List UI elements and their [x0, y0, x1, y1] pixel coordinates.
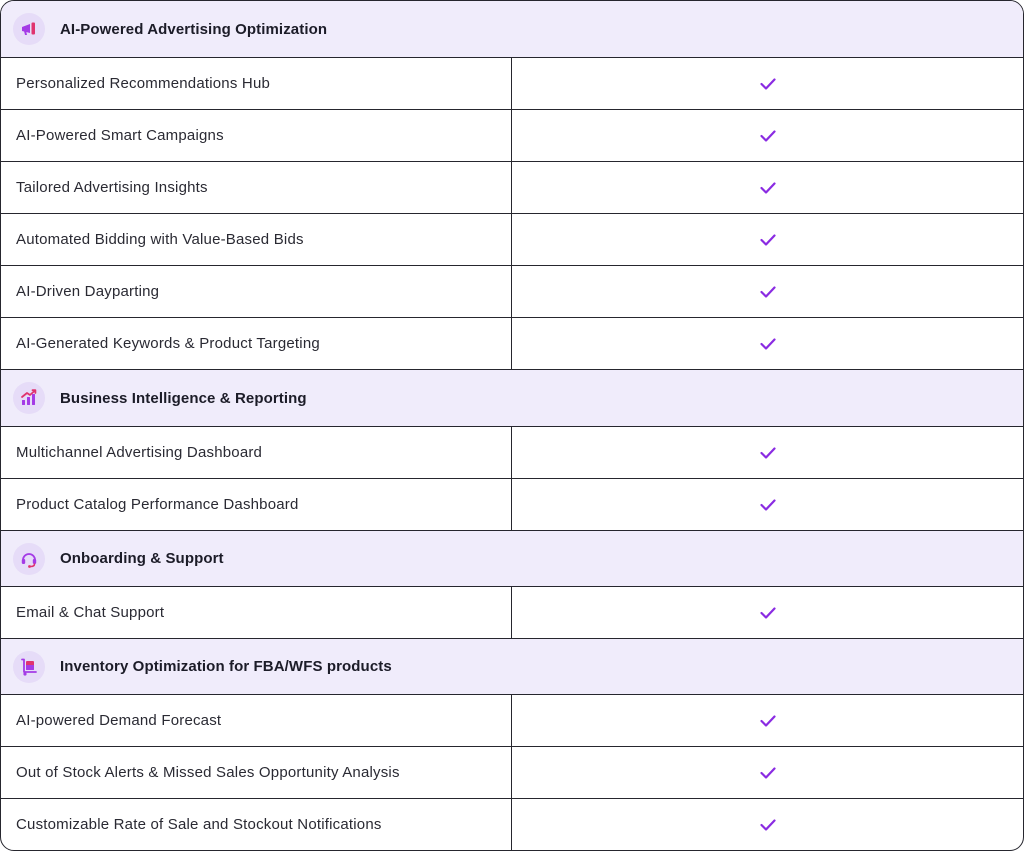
bar-chart-trend-icon [13, 382, 45, 414]
section-header [1, 531, 1023, 587]
feature-status-cell [512, 479, 1023, 530]
check-icon [760, 130, 776, 142]
check-icon [760, 338, 776, 350]
feature-label: AI-Powered Smart Campaigns [1, 110, 512, 161]
section-title: Onboarding & Support [60, 550, 224, 567]
table-row [1, 214, 1023, 266]
check-icon [760, 767, 776, 779]
feature-label: AI-powered Demand Forecast [1, 695, 512, 746]
feature-label: Tailored Advertising Insights [1, 162, 512, 213]
feature-label: Multichannel Advertising Dashboard [1, 427, 512, 478]
check-icon [760, 607, 776, 619]
feature-status-cell [512, 110, 1023, 161]
check-icon [760, 819, 776, 831]
hand-truck-icon [13, 651, 45, 683]
table-row [1, 162, 1023, 214]
feature-label: Automated Bidding with Value-Based Bids [1, 214, 512, 265]
table-row [1, 587, 1023, 639]
feature-label: AI-Driven Dayparting [1, 266, 512, 317]
megaphone-icon [13, 13, 45, 45]
table-row [1, 427, 1023, 479]
section-title: AI-Powered Advertising Optimization [60, 20, 328, 38]
check-icon [760, 499, 776, 511]
feature-label: Email & Chat Support [1, 587, 512, 638]
feature-status-cell [512, 747, 1023, 798]
feature-status-cell [512, 318, 1023, 369]
feature-label: Personalized Recommendations Hub [1, 58, 512, 109]
section-header [1, 370, 1023, 427]
section-header [1, 639, 1023, 695]
feature-status-cell [512, 214, 1023, 265]
section-title: Business Intelligence & Reporting [60, 389, 307, 407]
feature-status-cell [512, 427, 1023, 478]
feature-label: Customizable Rate of Sale and Stockout Notifications [1, 799, 512, 850]
table-row [1, 58, 1023, 110]
check-icon [760, 715, 776, 727]
section-header [1, 1, 1023, 58]
feature-status-cell [512, 58, 1023, 109]
feature-status-cell [512, 587, 1023, 638]
table-row [1, 318, 1023, 370]
headset-icon [13, 543, 45, 575]
table-row [1, 695, 1023, 747]
table-row [1, 110, 1023, 162]
feature-status-cell [512, 695, 1023, 746]
feature-label: AI-Generated Keywords & Product Targeting [1, 318, 512, 369]
feature-status-cell [512, 266, 1023, 317]
table-row [1, 747, 1023, 799]
feature-label: Out of Stock Alerts & Missed Sales Opportunity Analysis [1, 747, 512, 798]
check-icon [760, 182, 776, 194]
check-icon [760, 234, 776, 246]
check-icon [760, 286, 776, 298]
check-icon [760, 447, 776, 459]
table-row [1, 266, 1023, 318]
table-row [1, 799, 1023, 850]
check-icon [760, 78, 776, 90]
feature-status-cell [512, 162, 1023, 213]
table-row [1, 479, 1023, 531]
feature-label: Product Catalog Performance Dashboard [1, 479, 512, 530]
feature-status-cell [512, 799, 1023, 850]
section-title: Inventory Optimization for FBA/WFS products [60, 658, 392, 675]
